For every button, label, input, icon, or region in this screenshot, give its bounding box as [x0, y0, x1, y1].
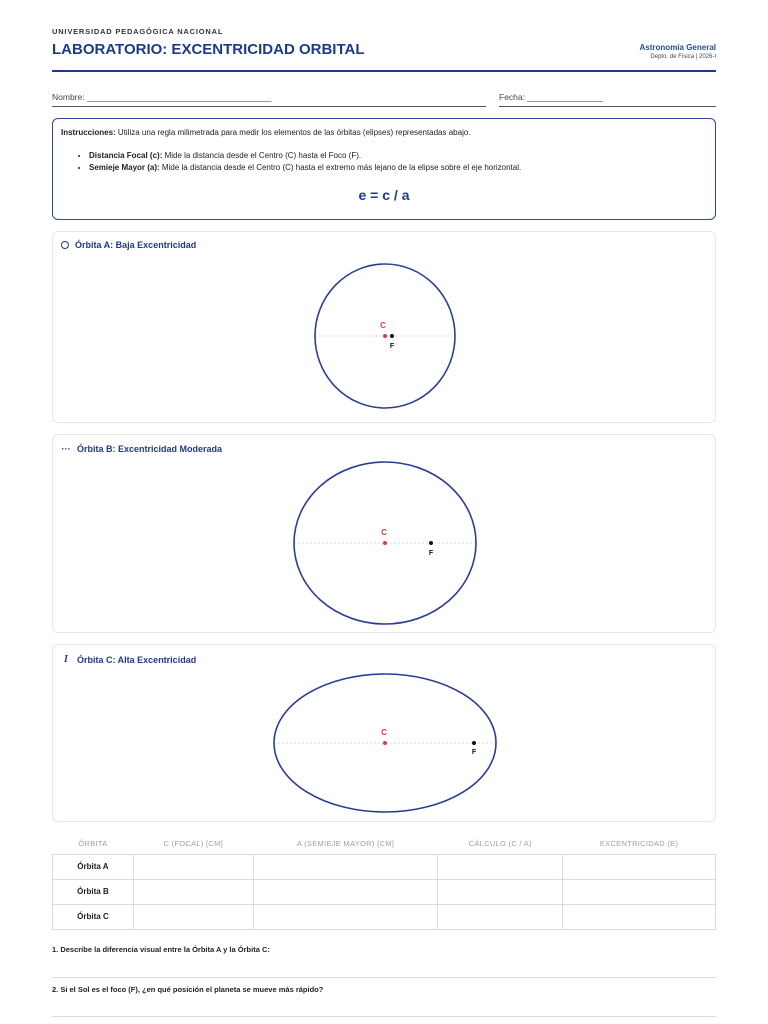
instruction-item: [89, 163, 707, 172]
row-label: Órbita B: [53, 879, 134, 904]
input-cell[interactable]: [133, 879, 253, 904]
answer-line-2[interactable]: [52, 1016, 716, 1017]
column-header: ÓRBITA: [78, 838, 108, 848]
instructions-lead: [61, 128, 707, 137]
name-field[interactable]: Nombre: _______________________________________: [52, 92, 486, 107]
input-cell[interactable]: [253, 879, 438, 904]
instructions-lead-text: Utiliza una regla milimetrada para medir los elementos de las órbitas (elipses) representadas abajo.: [115, 128, 471, 137]
center-label: C: [381, 728, 387, 737]
row-label: Órbita C: [53, 904, 134, 929]
date-field[interactable]: Fecha: ________________: [499, 92, 716, 107]
university-name: UNIVERSIDAD PEDAGÓGICA NACIONAL: [52, 27, 224, 36]
center-label: C: [380, 321, 386, 330]
question-2: 2. Si el Sol es el foco (F), ¿en qué posición el planeta se mueve más rápido?: [52, 985, 324, 994]
row-label: Órbita A: [53, 854, 134, 879]
instructions-list: [89, 151, 707, 172]
instruction-text: Mide la distancia desde el Centro (C) hasta el Foco (F).: [162, 151, 362, 160]
table-header-row: [53, 833, 716, 854]
instructions-box: [52, 118, 716, 220]
center-marker: [383, 334, 387, 338]
course-name: Astronomía General: [639, 43, 716, 52]
instruction-term: Semieje Mayor (a):: [89, 163, 160, 172]
input-cell[interactable]: [253, 904, 438, 929]
input-cell[interactable]: [438, 904, 563, 929]
orbit-a-diagram: [53, 232, 717, 424]
orbit-title: Órbita C: Alta Excentricidad: [77, 654, 197, 665]
ellipsis-icon: ···: [61, 444, 71, 454]
focus-label: F: [389, 343, 395, 350]
column-header: A (SEMIEJE MAYOR) [CM]: [296, 838, 395, 848]
column-header: CÁLCULO (C / A): [468, 838, 532, 848]
input-cell[interactable]: [438, 879, 563, 904]
focus-marker: [390, 334, 394, 338]
italic-i-icon: I: [64, 654, 68, 665]
orbit-card-b: [52, 434, 716, 633]
instructions-lead-bold: Instrucciones:: [61, 128, 116, 137]
table-row: [53, 879, 716, 904]
input-cell[interactable]: [563, 879, 716, 904]
input-cell[interactable]: [563, 904, 716, 929]
input-cell[interactable]: [253, 854, 438, 879]
instruction-item: [89, 151, 707, 160]
input-cell[interactable]: [133, 854, 253, 879]
column-header: EXCENTRICIDAD (E): [599, 838, 679, 848]
column-header: C (FOCAL) [CM]: [163, 838, 224, 848]
input-cell[interactable]: [563, 854, 716, 879]
orbit-c-diagram: [53, 645, 717, 823]
department-label: Depto. de Física | 2026-I: [650, 54, 716, 60]
input-cell[interactable]: [438, 854, 563, 879]
results-table: [52, 833, 716, 930]
worksheet-page: [52, 0, 716, 1024]
header-divider: [52, 70, 716, 72]
eccentricity-formula: e = c / a: [358, 187, 410, 203]
instruction-term: Distancia Focal (c):: [89, 151, 163, 160]
focus-label: F: [471, 749, 477, 756]
orbit-title: Órbita B: Excentricidad Moderada: [77, 444, 223, 454]
focus-marker: [472, 741, 476, 745]
page-title: LABORATORIO: EXCENTRICIDAD ORBITAL: [52, 41, 365, 58]
focus-marker: [429, 541, 433, 545]
center-marker: [383, 741, 387, 745]
orbit-b-diagram: [53, 435, 717, 634]
orbit-card-c: [52, 644, 716, 822]
question-1: 1. Describe la diferencia visual entre la Órbita A y la Órbita C:: [52, 945, 270, 954]
center-label: C: [381, 528, 387, 537]
input-cell[interactable]: [133, 904, 253, 929]
table-row: [53, 854, 716, 879]
answer-line-1[interactable]: [52, 977, 716, 978]
center-marker: [383, 541, 387, 545]
orbit-title: Órbita A: Baja Excentricidad: [75, 240, 197, 250]
table-row: [53, 904, 716, 929]
instruction-text: Mide la distancia desde el Centro (C) hasta el extremo más lejano de la elipse sobre el eje horizontal.: [159, 163, 522, 172]
orbit-card-a: [52, 231, 716, 423]
focus-label: F: [428, 550, 434, 557]
